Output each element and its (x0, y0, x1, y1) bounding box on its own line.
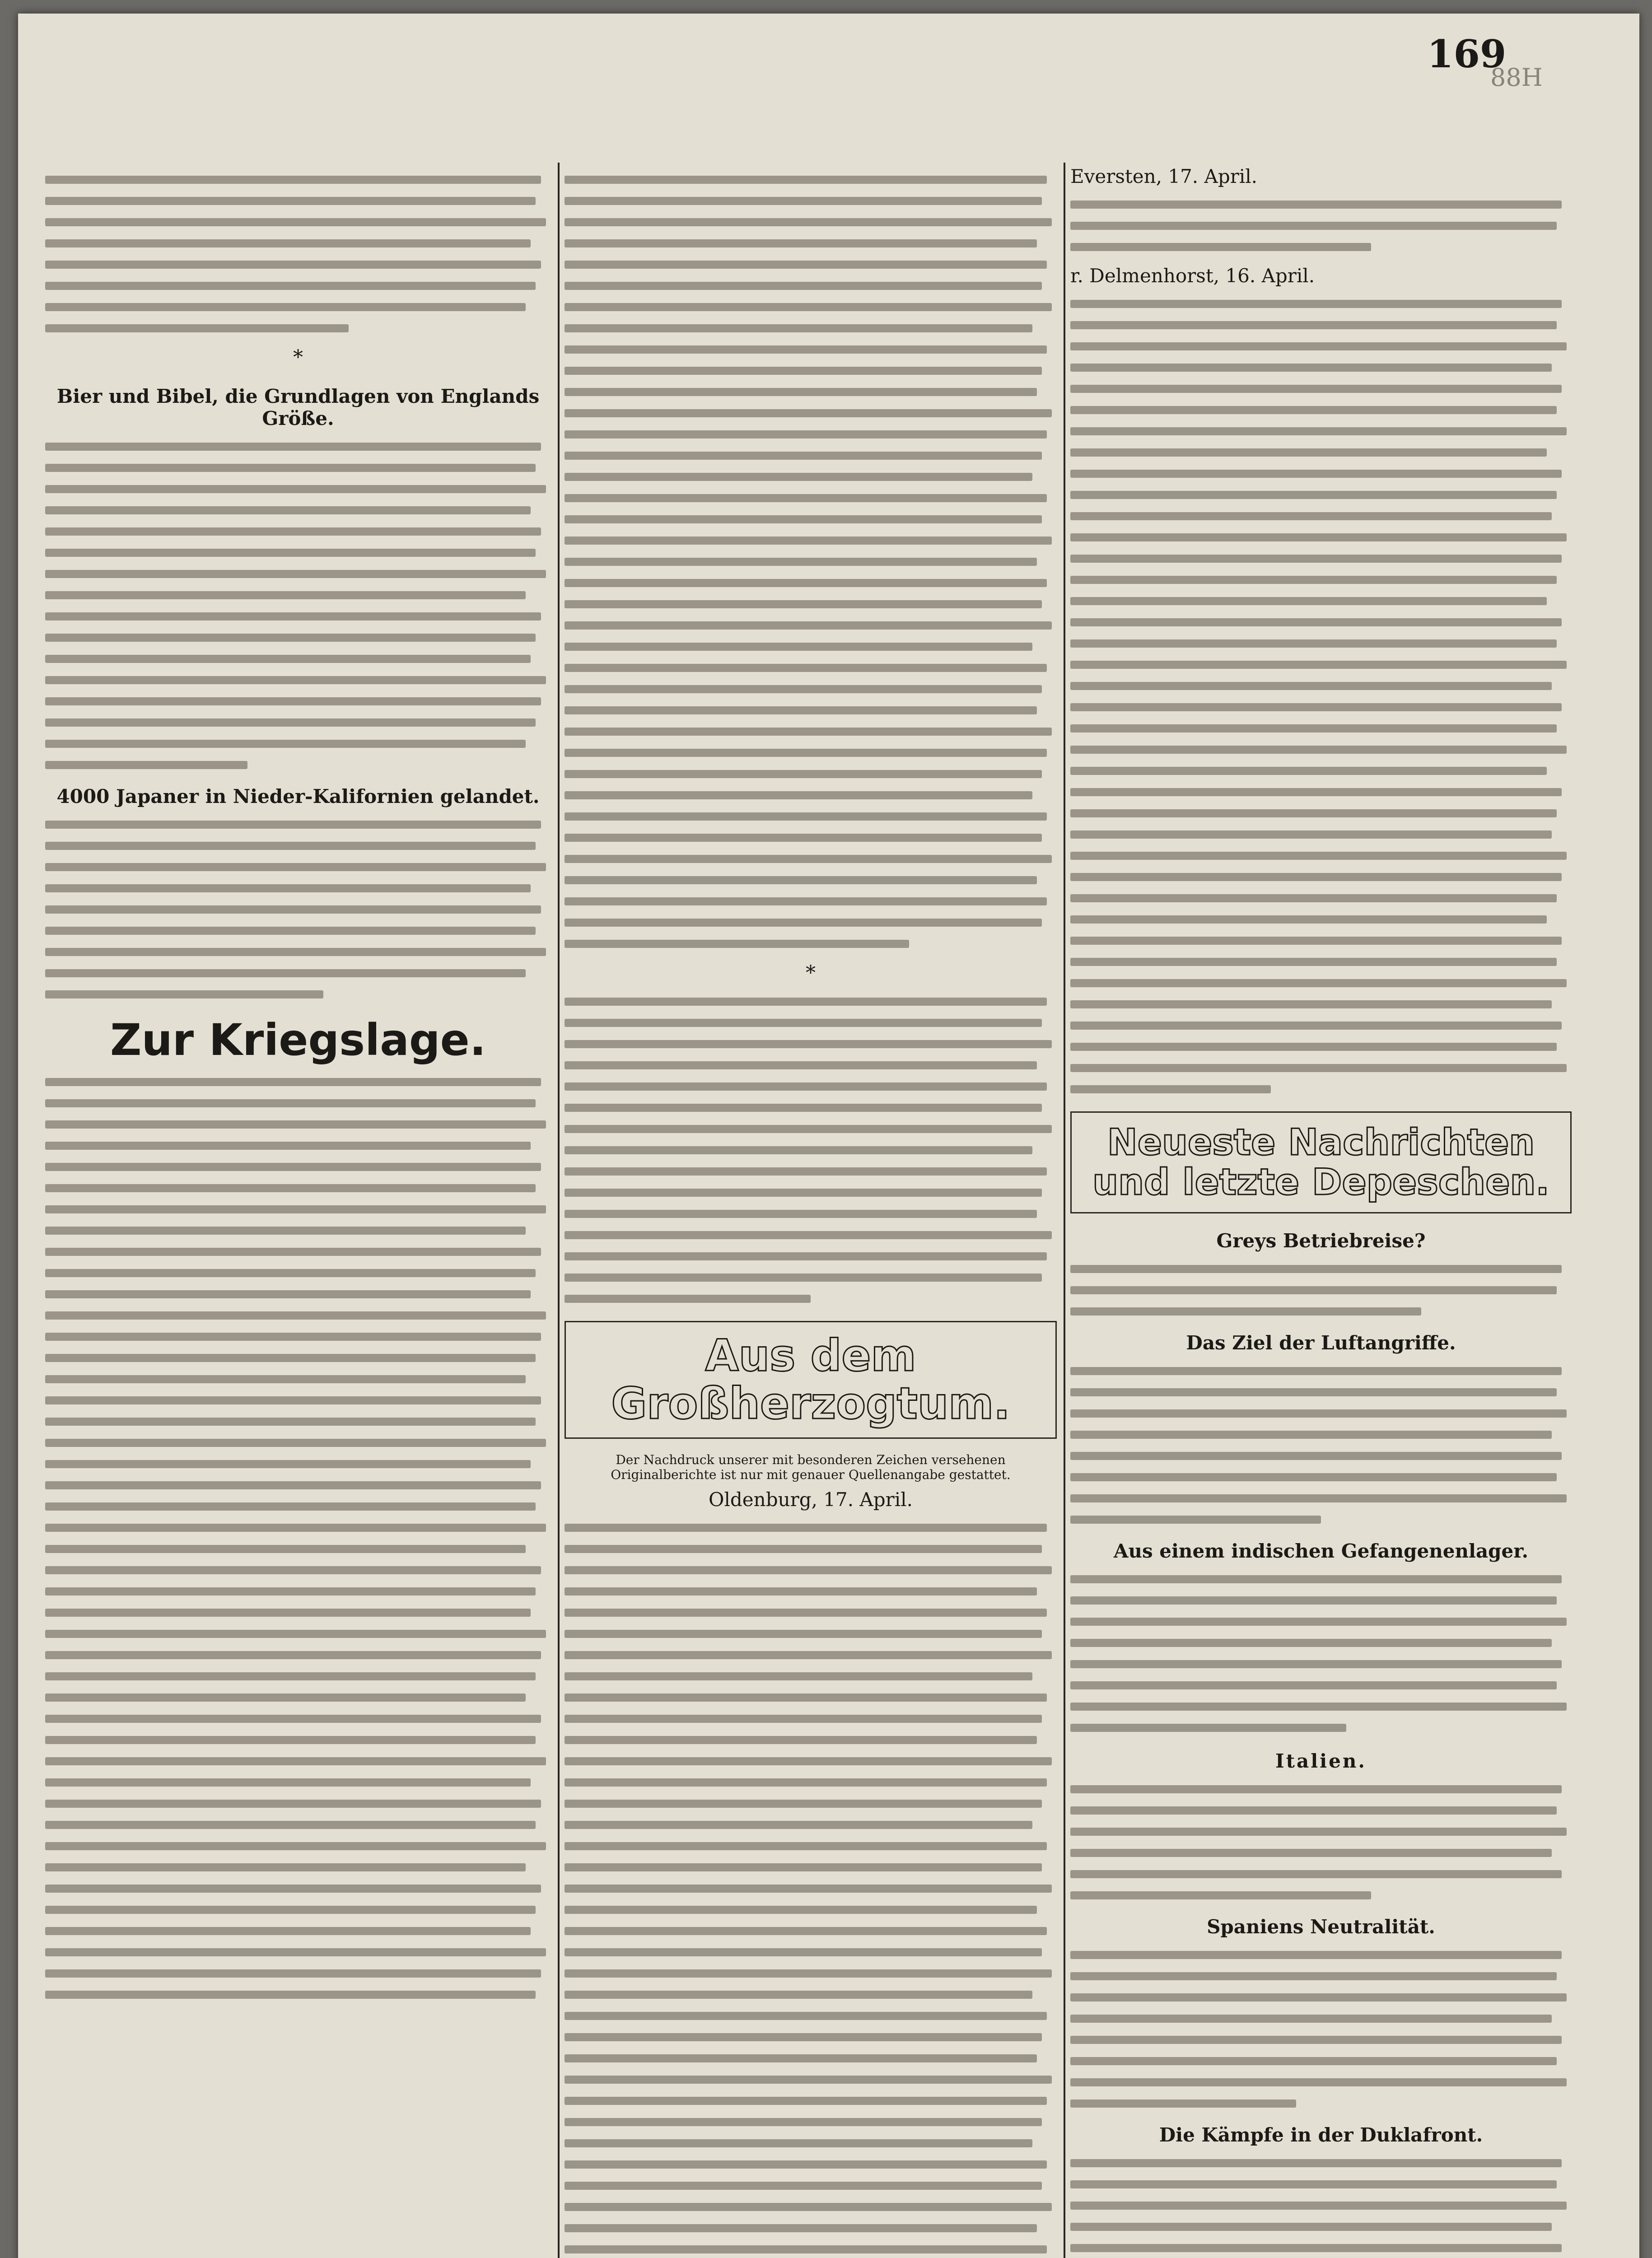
section-separator: * (293, 346, 303, 369)
dateline: Eversten, 17. April. (1070, 165, 1258, 187)
section-title-text: Aus dem Großherzogtum. (611, 1330, 1010, 1429)
article-body (1070, 2159, 1572, 2258)
article-body (1070, 1785, 1572, 1899)
article-body (45, 443, 551, 769)
article-body (45, 1078, 551, 1999)
article-heading: 4000 Japaner in Nieder-Kalifornien gelandet. (56, 785, 540, 807)
article-body (565, 998, 1057, 1303)
article-heading: Spaniens Neutralität. (1207, 1916, 1435, 1938)
article-body (1070, 1367, 1572, 1524)
article-heading: Italien. (1275, 1750, 1367, 1772)
column-middle (565, 163, 1057, 2258)
column-rule (558, 163, 560, 2258)
archive-stamp: 88H (1490, 63, 1543, 92)
dateline: r. Delmenhorst, 16. April. (1070, 265, 1315, 287)
column-right (1070, 163, 1572, 2258)
article-heading: Greys Betriebreise? (1216, 1230, 1426, 1252)
article-body (565, 1524, 1057, 2258)
article-body (1070, 1575, 1572, 1732)
section-separator: * (806, 961, 816, 984)
page-number: 169 (1427, 32, 1507, 76)
newspaper-page (18, 14, 1639, 2258)
reprint-note: Der Nachdruck unserer mit besonderen Zeichen versehenen Originalberichte ist nur mit genauer Quellenangabe gestattet. (611, 1452, 1011, 1483)
article-body (1070, 1265, 1572, 1316)
article-heading: Bier und Bibel, die Grundlagen von Englands Größe. (56, 385, 540, 429)
section-title: Zur Kriegslage. (110, 1015, 486, 1065)
dateline: Oldenburg, 17. April. (709, 1488, 913, 1511)
article-body (1070, 300, 1572, 1093)
article-continuation (565, 176, 1057, 948)
article-continuation (45, 176, 551, 332)
article-body (1070, 1951, 1572, 2108)
article-body (1070, 201, 1572, 251)
article-body (45, 821, 551, 998)
section-title-text: Neueste Nachrichten und letzte Depeschen. (1092, 1121, 1549, 1203)
article-heading: Das Ziel der Luftangriffe. (1186, 1332, 1456, 1354)
section-title (565, 1321, 1057, 1439)
section-title (1070, 1111, 1572, 1213)
column-left (45, 163, 551, 2258)
article-heading: Die Kämpfe in der Duklafront. (1159, 2124, 1483, 2146)
column-rule (1064, 163, 1065, 2258)
article-heading: Aus einem indischen Gefangenenlager. (1113, 1540, 1529, 1562)
